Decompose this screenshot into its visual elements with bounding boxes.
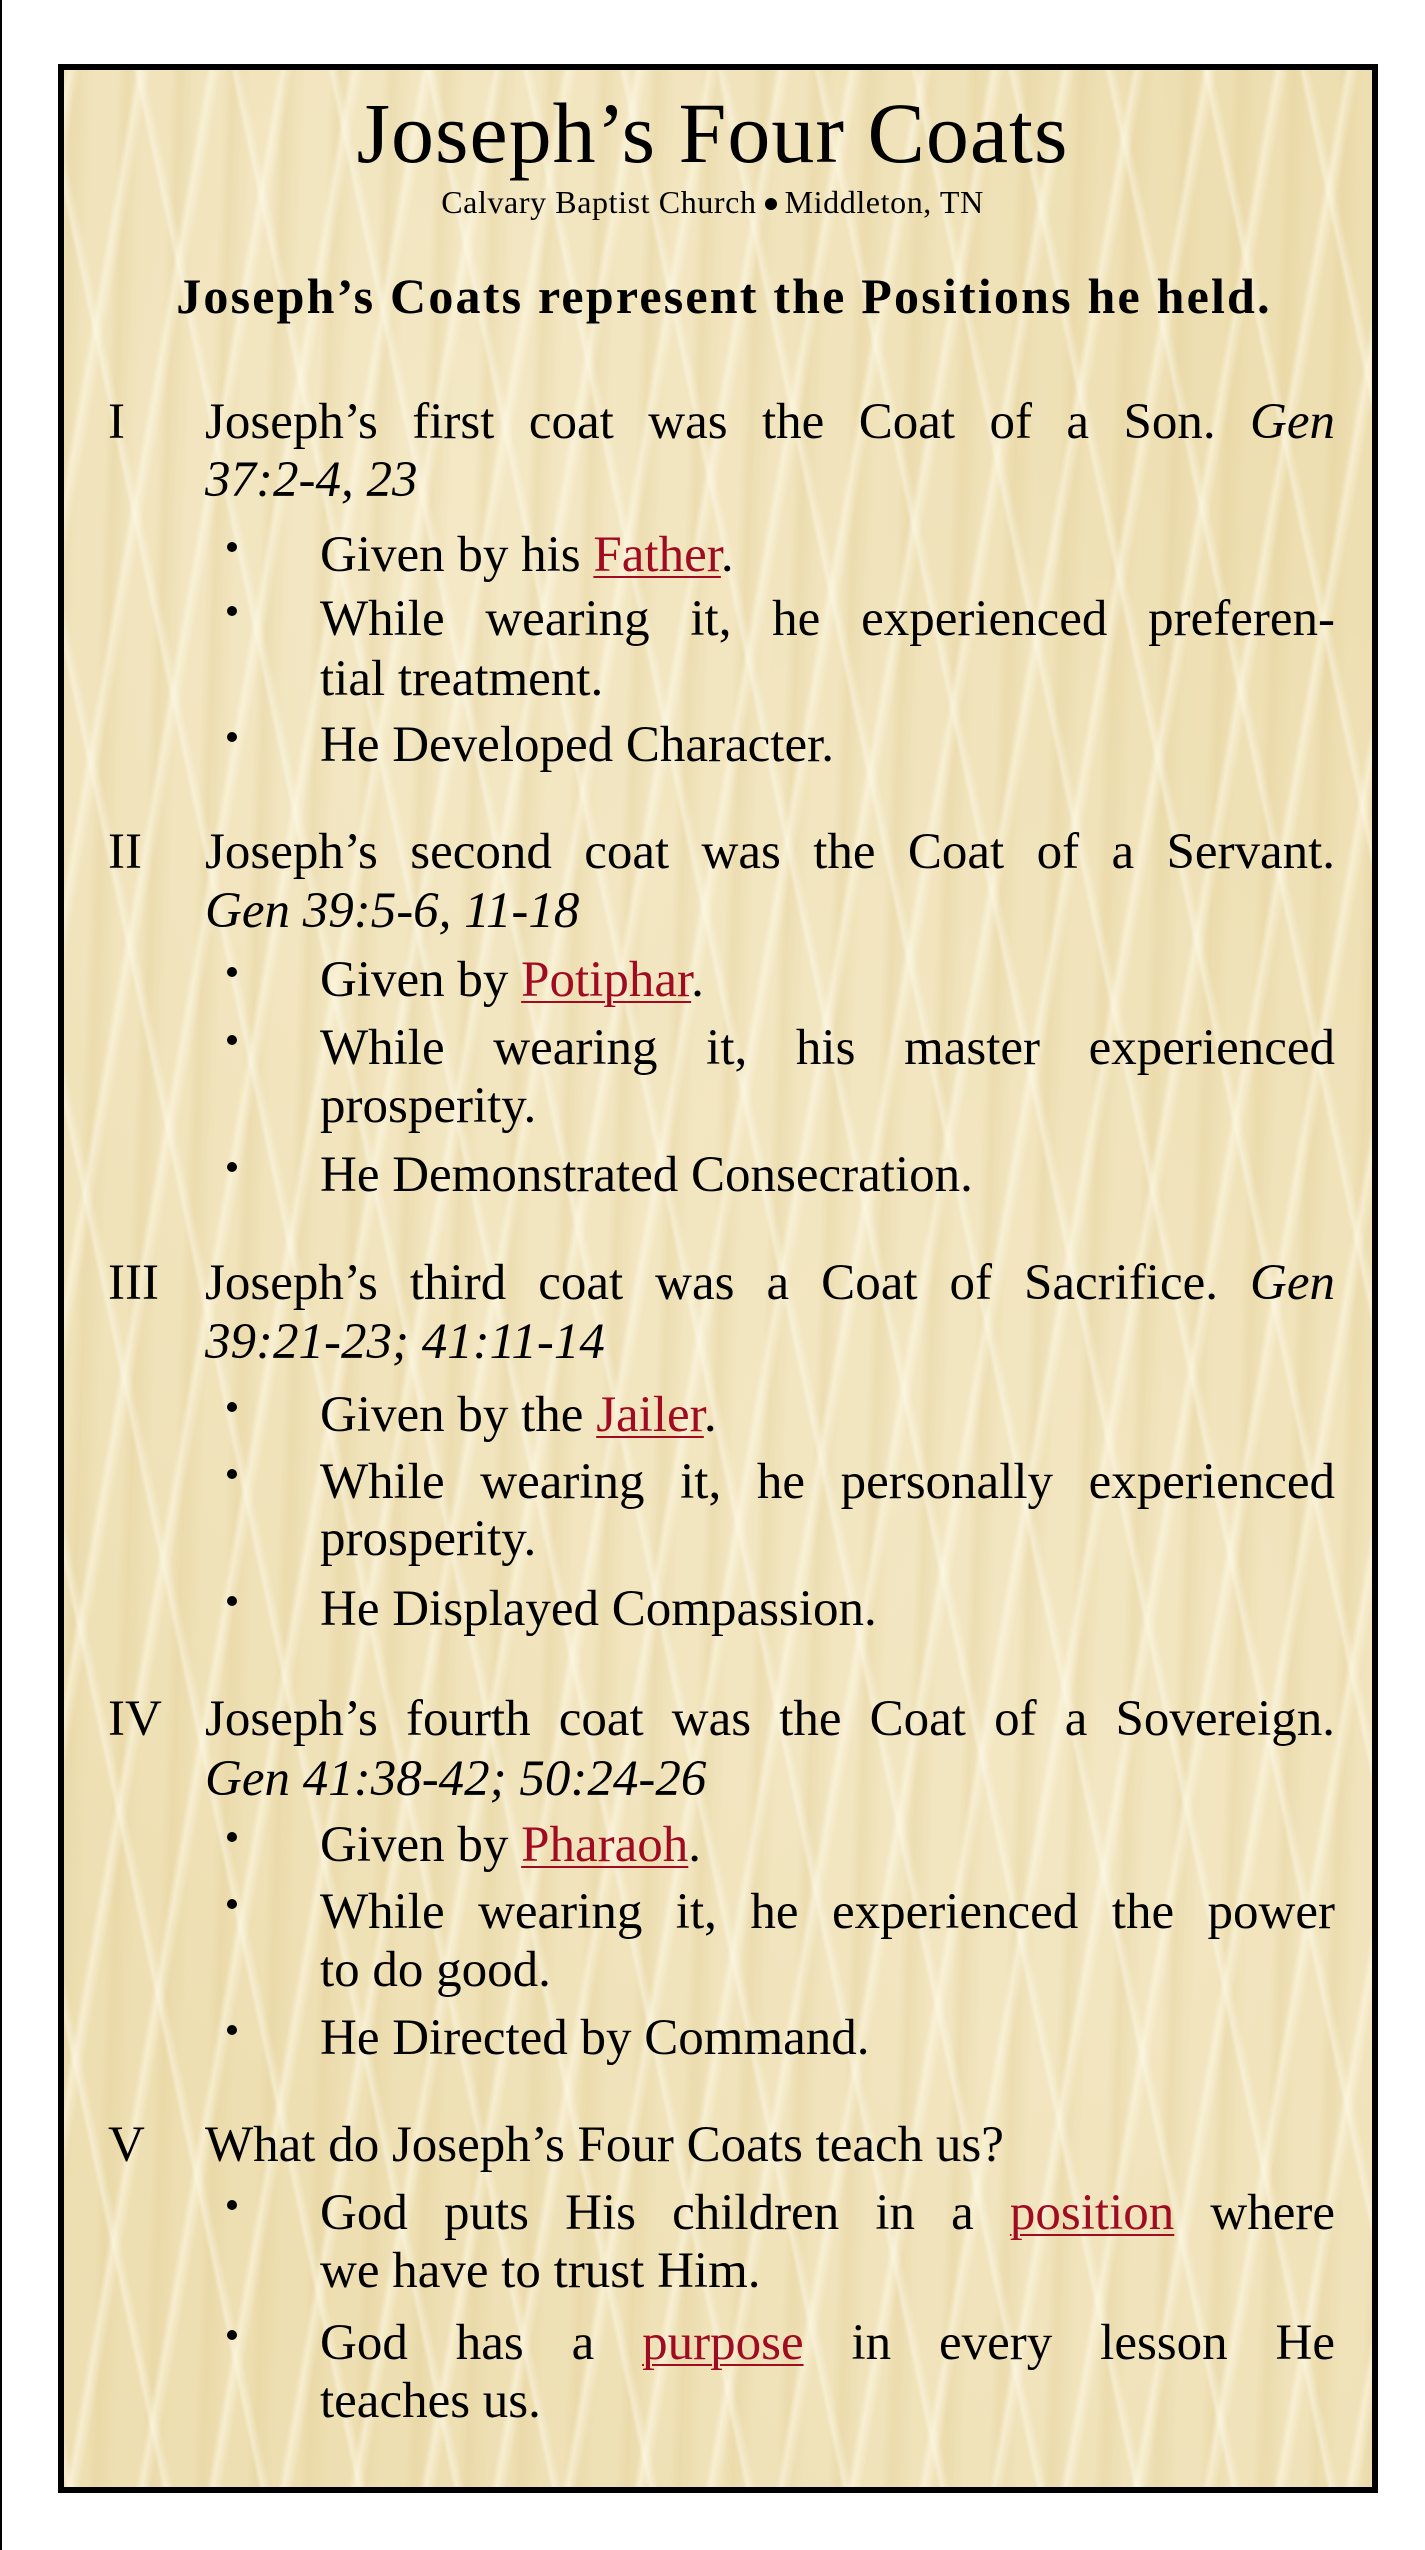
list-item-text: God has a [320,2315,643,2371]
scripture-ref: Gen 39:5-6, 11-18 [205,883,580,939]
list-item-text: Given by the [320,1387,597,1443]
bullet-icon [227,2330,237,2340]
list-item-continuation: prosperity. [320,1078,537,1134]
list-item [320,527,1335,583]
point-text: Joseph’s first coat was the Coat of a Son. [205,394,1216,450]
bullet-icon [227,542,237,552]
bullet-icon [227,1469,237,1479]
section-numeral: I [108,394,125,450]
list-item: He Displayed Compassion. [320,1581,877,1637]
list-item-text: . [703,1387,717,1443]
section-numeral: III [108,1255,159,1311]
list-item [320,2315,1335,2371]
page-subtitle [0,186,1425,218]
bullet-icon [227,1596,237,1606]
church-name: Calvary Baptist Church [441,184,757,220]
list-item-text: . [691,952,704,1008]
list-item-text: . [720,527,734,583]
scripture-ref-line [205,452,1335,508]
list-item-continuation: tial treatment. [320,651,604,707]
section-point: Joseph’s fourth coat was the Coat of a Sovereign. [205,1691,1335,1747]
keyword-link[interactable]: position [1009,2185,1175,2241]
bullet-icon [227,1402,237,1412]
keyword-link[interactable]: Potiphar [521,952,692,1008]
section-point: Joseph’s second coat was the Coat of a Servant. [205,824,1335,880]
list-item: He Demonstrated Consecration. [320,1147,973,1203]
list-item: He Developed Character. [320,717,835,773]
list-item-text: God puts His children in a [320,2185,1010,2241]
point-text: Joseph’s third coat was a Coat of Sacrifice. [205,1255,1218,1311]
list-item-text: . [688,1817,702,1873]
keyword-link[interactable]: purpose [642,2315,804,2371]
section-point [205,1255,1335,1311]
list-item-text: where [1174,2185,1335,2241]
list-item: While wearing it, he personally experienced [320,1454,1335,1510]
scripture-ref: Gen [1250,394,1335,450]
section-numeral: II [108,824,142,880]
scripture-ref: 37:2-4, 23 [205,452,418,508]
bullet-icon [227,1035,237,1045]
bullet-icon [227,2200,237,2210]
list-item-continuation: teaches us. [320,2373,541,2429]
list-item: While wearing it, his master experienced [320,1020,1335,1076]
list-item-text: Given by [320,1817,522,1873]
list-item-text: Given by his [320,527,594,583]
list-item: While wearing it, he experienced the power [320,1884,1335,1940]
bullet-icon [227,1832,237,1842]
section-heading: Joseph’s Coats represent the Positions he held. [176,268,1272,324]
list-item-continuation: to do good. [320,1942,551,1998]
bullet-icon [227,732,237,742]
list-item-continuation: we have to trust Him. [320,2243,761,2299]
section-point [205,394,1335,450]
scripture-ref: 39:21-23; 41:11-14 [205,1314,605,1370]
keyword-link[interactable]: Jailer [596,1387,704,1443]
list-item-text: in every lesson He [803,2315,1335,2371]
keyword-link[interactable]: Pharaoh [521,1817,689,1873]
list-item: While wearing it, he experienced preferen- [320,591,1335,647]
page-edge-line [0,0,2,2550]
list-item [320,2185,1335,2241]
list-item [320,1817,1335,1873]
bullet-icon [227,1162,237,1172]
list-item [320,952,1335,1008]
list-item: He Directed by Command. [320,2010,870,2066]
list-item [320,1387,1335,1443]
bullet-icon [227,1899,237,1909]
scripture-ref-line [205,1751,1335,1807]
page-title: Joseph’s Four Coats [356,85,1069,181]
scripture-ref: Gen 41:38-42; 50:24-26 [205,1751,707,1807]
bullet-icon [227,967,237,977]
scripture-ref-line [205,1314,1335,1370]
bullet-dot-icon [765,198,777,210]
bullet-icon [227,606,237,616]
section-numeral: IV [108,1691,162,1747]
section-point: What do Joseph’s Four Coats teach us? [205,2117,1004,2173]
keyword-link[interactable]: Father [593,527,721,583]
church-location: Middleton, TN [784,184,984,220]
list-item-text: Given by [320,952,522,1008]
list-item-continuation: prosperity. [320,1511,537,1567]
scripture-ref-line [205,883,1335,939]
bullet-icon [227,2025,237,2035]
scripture-ref: Gen [1250,1255,1335,1311]
section-numeral: V [108,2117,145,2173]
